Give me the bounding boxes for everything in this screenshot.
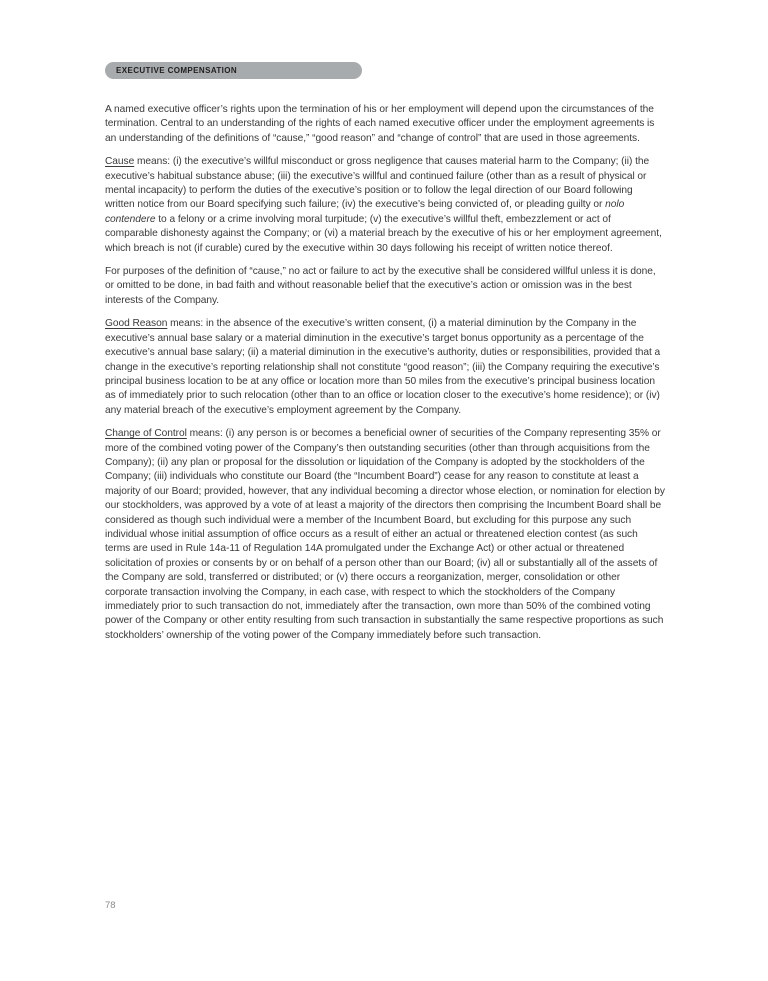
- body-paragraph: [105, 155, 665, 256]
- text-segment: to a felony or a crime involving moral turpitude; (v) the executive’s willful theft, embezzlement or act of comparable dishonesty against the Company; or (vi) a material breach by the executive of his or her employment agreement, which breach is not (if curable) cured by the executive within 30 days following his receipt of written notice thereof.: [105, 213, 662, 254]
- page-number: 78: [105, 900, 116, 911]
- defined-term: Good Reason: [105, 318, 168, 330]
- section-banner: [105, 62, 362, 79]
- body-text-column: [105, 103, 665, 652]
- text-segment: means: (i) the executive’s willful misconduct or gross negligence that causes material harm to the Company; (ii) the executive’s habitual substance abuse; (iii) the executive’s willful and continued failure (other than as a result of physical or mental incapacity) to perform the duties of the executive’s position or to follow the legal direction of our Board following written notice from our Board specifying such failure; (iv) the executive’s being convicted of, or pleading guilty or: [105, 156, 650, 211]
- italic-phrase: nolo contendere: [105, 199, 625, 225]
- text-segment: means: in the absence of the executive’s written consent, (i) a material diminution by the Company in the executive’s annual base salary or a material diminution in the executive’s target bonus opportunity as a percentage of the executive’s annual base salary; (ii) a material diminution in the executive’s authority, duties or responsibilities, provided that a change in the executive’s reporting relationship shall not constitute “good reason”; (iii) the Company requiring the executive’s principal business location to be at any office or location more than 50 miles from the executive’s principal business location as of immediately prior to such relocation (other than to an office or location closer to the executive’s home residence); or (iv) any material breach of the executive’s employment agreement by the Company.: [105, 318, 661, 416]
- text-segment: A named executive officer’s rights upon the termination of his or her employment will depend upon the circumstances of the termination. Central to an understanding of the rights of each named executive officer under the employment agreements is an understanding of the definitions of “cause,” “good reason” and “change of control” that are used in those agreements.: [105, 104, 655, 144]
- body-paragraph: [105, 103, 665, 146]
- text-segment: means: (i) any person is or becomes a beneficial owner of securities of the Company representing 35% or more of the combined voting power of the Company’s then outstanding securities (other than through acquisitions from the Company); (ii) any plan or proposal for the dissolution or liquidation of the Company is adopted by the stockholders of the Company; (iii) individuals who constitute our Board (the “Incumbent Board”) cease for any reason to constitute at least a majority of our Board; provided, however, that any individual becoming a director whose election, or nomination for election by our stockholders, was approved by a vote of at least a majority of the directors then comprising the Incumbent Board shall be considered as though such individual were a member of the Incumbent Board, but excluding for this purpose any such individual whose initial assumption of office occurs as a result of either an actual or threatened election contest (as such terms are used in Rule 14a-11 of Regulation 14A promulgated under the Exchange Act) or other actual or threatened solicitation of proxies or consents by or on behalf of a person other than our Board; (iv) all or substantially all of the assets of the Company are sold, transferred or distributed; or (v) there occurs a reorganization, merger, consolidation or other corporate transaction involving the Company, in each case, with respect to which the stockholders of the Company immediately prior to such transaction do not, immediately after the transaction, own more than 50% of the combined voting power of the Company or other entity resulting from such transaction in substantially the same respective proportions as such stockholders’ ownership of the voting power of the Company immediately before such transaction.: [105, 428, 665, 641]
- defined-term: Change of Control: [105, 428, 187, 440]
- text-segment: For purposes of the definition of “cause,” no act or failure to act by the executive shall be considered willful unless it is done, or omitted to be done, in bad faith and without reasonable belief that the executive’s action or omission was in the best interests of the Company.: [105, 266, 656, 306]
- body-paragraph: [105, 317, 665, 418]
- defined-term: Cause: [105, 156, 135, 168]
- body-paragraph: [105, 427, 665, 643]
- section-banner-label: EXECUTIVE COMPENSATION: [116, 66, 238, 75]
- body-paragraph: [105, 265, 665, 308]
